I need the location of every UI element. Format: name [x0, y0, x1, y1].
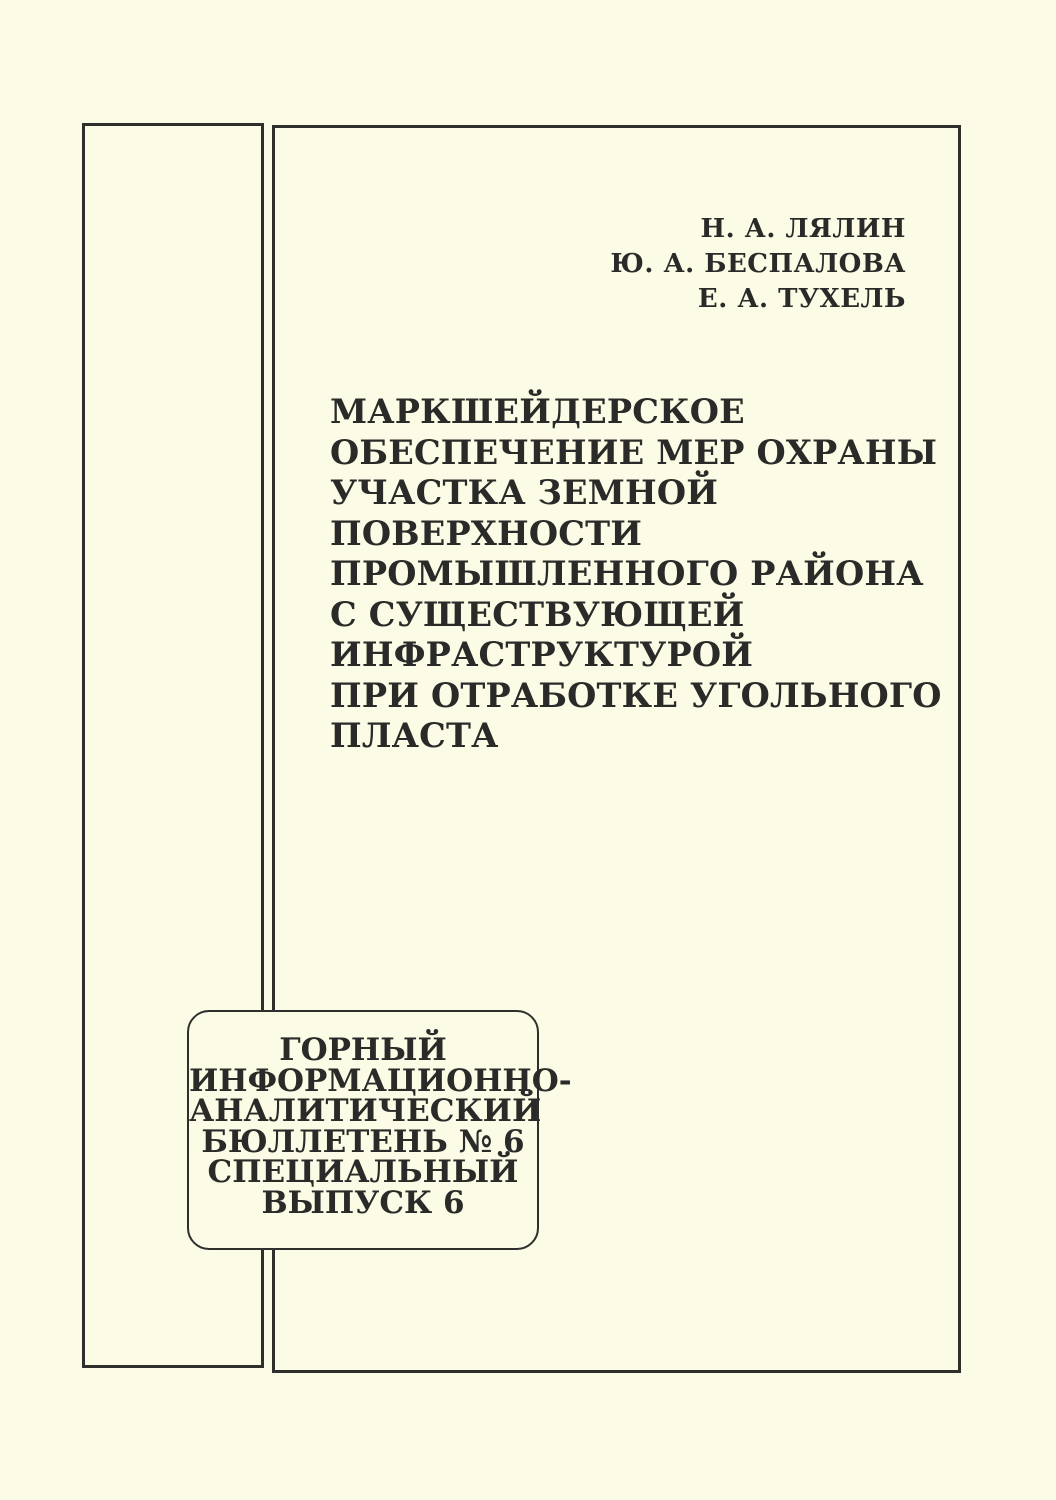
author-name: Н. А. ЛЯЛИН — [700, 214, 906, 244]
series-line: ИНФОРМАЦИОННО- — [189, 1062, 572, 1099]
title-line: ОБЕСПЕЧЕНИЕ МЕР ОХРАНЫ — [330, 432, 938, 472]
title-line: С СУЩЕСТВУЮЩЕЙ — [330, 594, 745, 634]
title-line: ПРОМЫШЛЕННОГО РАЙОНА — [330, 554, 924, 593]
series-line: СПЕЦИАЛЬНЫЙ — [207, 1154, 519, 1190]
title-line: ПОВЕРХНОСТИ — [330, 513, 643, 553]
title-line: МАРКШЕЙДЕРСКОЕ — [330, 392, 745, 431]
book-title — [330, 392, 950, 757]
series-line: ГОРНЫЙ — [279, 1032, 447, 1068]
author-name: Ю. А. БЕСПАЛОВА — [610, 249, 906, 279]
series-label-box — [187, 1010, 572, 1250]
series-line: БЮЛЛЕТЕНЬ № 6 — [201, 1123, 525, 1160]
author-name: Е. А. ТУХЕЛЬ — [697, 284, 906, 314]
series-line: ВЫПУСК 6 — [261, 1184, 465, 1221]
series-line: АНАЛИТИЧЕСКИЙ — [189, 1093, 542, 1129]
title-line: ПЛАСТА — [330, 716, 499, 755]
title-line: ИНФРАСТРУКТУРОЙ — [330, 635, 754, 674]
title-line: УЧАСТКА ЗЕМНОЙ — [330, 473, 719, 512]
title-line: ПРИ ОТРАБОТКЕ УГОЛЬНОГО — [330, 675, 942, 715]
author-list — [610, 212, 906, 317]
